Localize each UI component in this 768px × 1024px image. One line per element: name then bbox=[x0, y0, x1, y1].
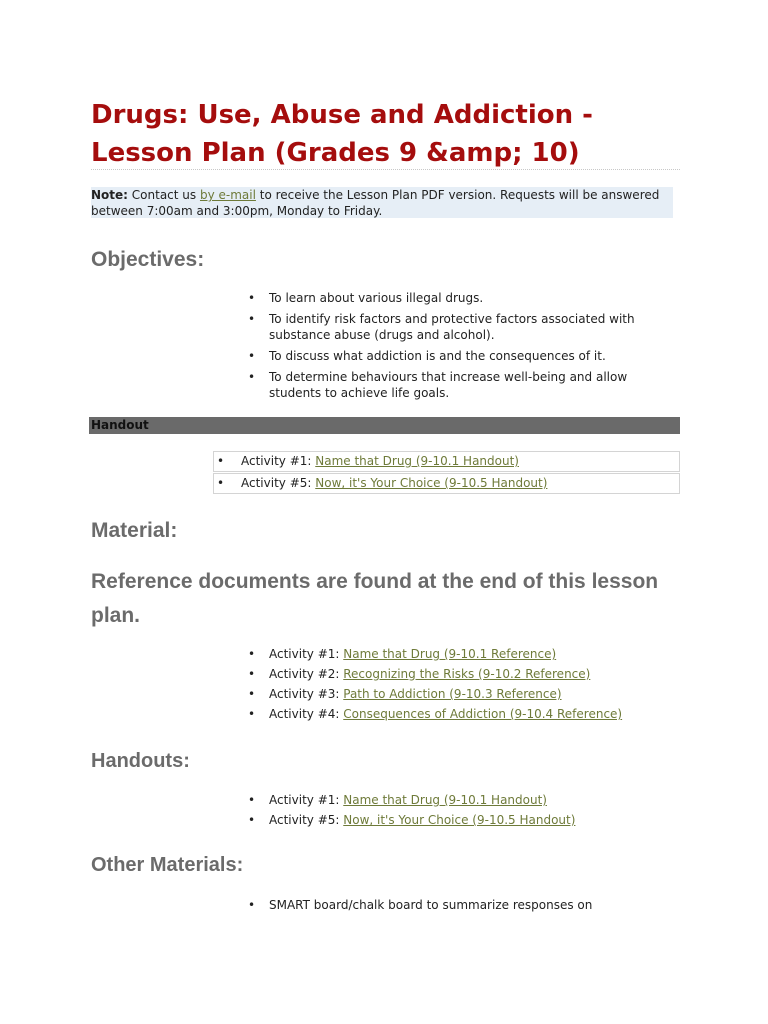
activity-label: Activity #4: bbox=[269, 707, 344, 721]
material-subheading: Reference documents are found at the end of this lesson plan. bbox=[91, 570, 659, 627]
handouts-heading: Handouts: bbox=[91, 750, 190, 772]
reference-link-recognizing-risks[interactable]: Recognizing the Risks (9-10.2 Reference) bbox=[343, 667, 591, 681]
list-item bbox=[248, 706, 678, 722]
handout-row bbox=[213, 451, 680, 472]
note-label: Note: bbox=[91, 188, 128, 202]
activity-label: Activity #3: bbox=[269, 687, 344, 701]
list-item bbox=[248, 812, 678, 828]
list-item: • To discuss what addiction is and the consequences of it. bbox=[248, 348, 668, 364]
objectives-heading: Objectives: bbox=[91, 248, 205, 271]
handout-row-text bbox=[241, 474, 547, 493]
bullet: • bbox=[217, 476, 225, 490]
list-item: • To learn about various illegal drugs. bbox=[248, 290, 668, 306]
handouts-list bbox=[248, 792, 678, 828]
list-item bbox=[248, 646, 678, 662]
handout-row-text bbox=[241, 452, 519, 471]
activity-label: Activity #2: bbox=[269, 667, 344, 681]
note-text-after: to receive the Lesson Plan PDF version. Requests will be answered between 7:00am and 3:00pm, Monday to Friday. bbox=[91, 188, 660, 218]
reference-link-name-that-drug[interactable]: Name that Drug (9-10.1 Reference) bbox=[343, 647, 557, 661]
bullet: • bbox=[217, 454, 225, 468]
handout-row bbox=[213, 473, 680, 494]
activity-label: Activity #1: bbox=[269, 647, 344, 661]
list-item: • To determine behaviours that increase well-being and allow students to achieve life goals. bbox=[248, 369, 668, 401]
handout-section-bar: Handout bbox=[89, 417, 680, 434]
handout-link-your-choice[interactable]: Now, it's Your Choice (9-10.5 Handout) bbox=[315, 476, 548, 490]
activity-label: Activity #1: bbox=[269, 793, 344, 807]
handouts-link-your-choice[interactable]: Now, it's Your Choice (9-10.5 Handout) bbox=[343, 813, 576, 827]
list-item bbox=[248, 792, 678, 808]
list-item bbox=[248, 686, 678, 702]
material-heading: Material: bbox=[91, 519, 178, 542]
reference-link-path-to-addiction[interactable]: Path to Addiction (9-10.3 Reference) bbox=[343, 687, 562, 701]
note-text-before: Contact us bbox=[127, 188, 200, 202]
other-materials-list bbox=[248, 897, 678, 913]
list-item: • SMART board/chalk board to summarize responses on bbox=[248, 897, 678, 913]
note-box bbox=[91, 187, 673, 218]
reference-link-consequences[interactable]: Consequences of Addiction (9-10.4 Reference) bbox=[343, 707, 623, 721]
objectives-list bbox=[248, 290, 668, 401]
title-divider bbox=[91, 169, 680, 170]
list-item bbox=[248, 666, 678, 682]
handout-link-name-that-drug[interactable]: Name that Drug (9-10.1 Handout) bbox=[315, 454, 519, 468]
activity-label: Activity #1: bbox=[241, 454, 316, 468]
other-materials-heading: Other Materials: bbox=[91, 854, 244, 876]
email-link[interactable]: by e-mail bbox=[199, 188, 256, 202]
activity-label: Activity #5: bbox=[269, 813, 344, 827]
activity-label: Activity #5: bbox=[241, 476, 316, 490]
page-title: Drugs: Use, Abuse and Addiction - Lesson Plan (Grades 9 &amp; 10) bbox=[91, 100, 593, 168]
handouts-link-name-that-drug[interactable]: Name that Drug (9-10.1 Handout) bbox=[343, 793, 547, 807]
reference-list bbox=[248, 646, 678, 722]
list-item: • To identify risk factors and protective factors associated with substance abuse (drugs and alcohol). bbox=[248, 311, 668, 343]
